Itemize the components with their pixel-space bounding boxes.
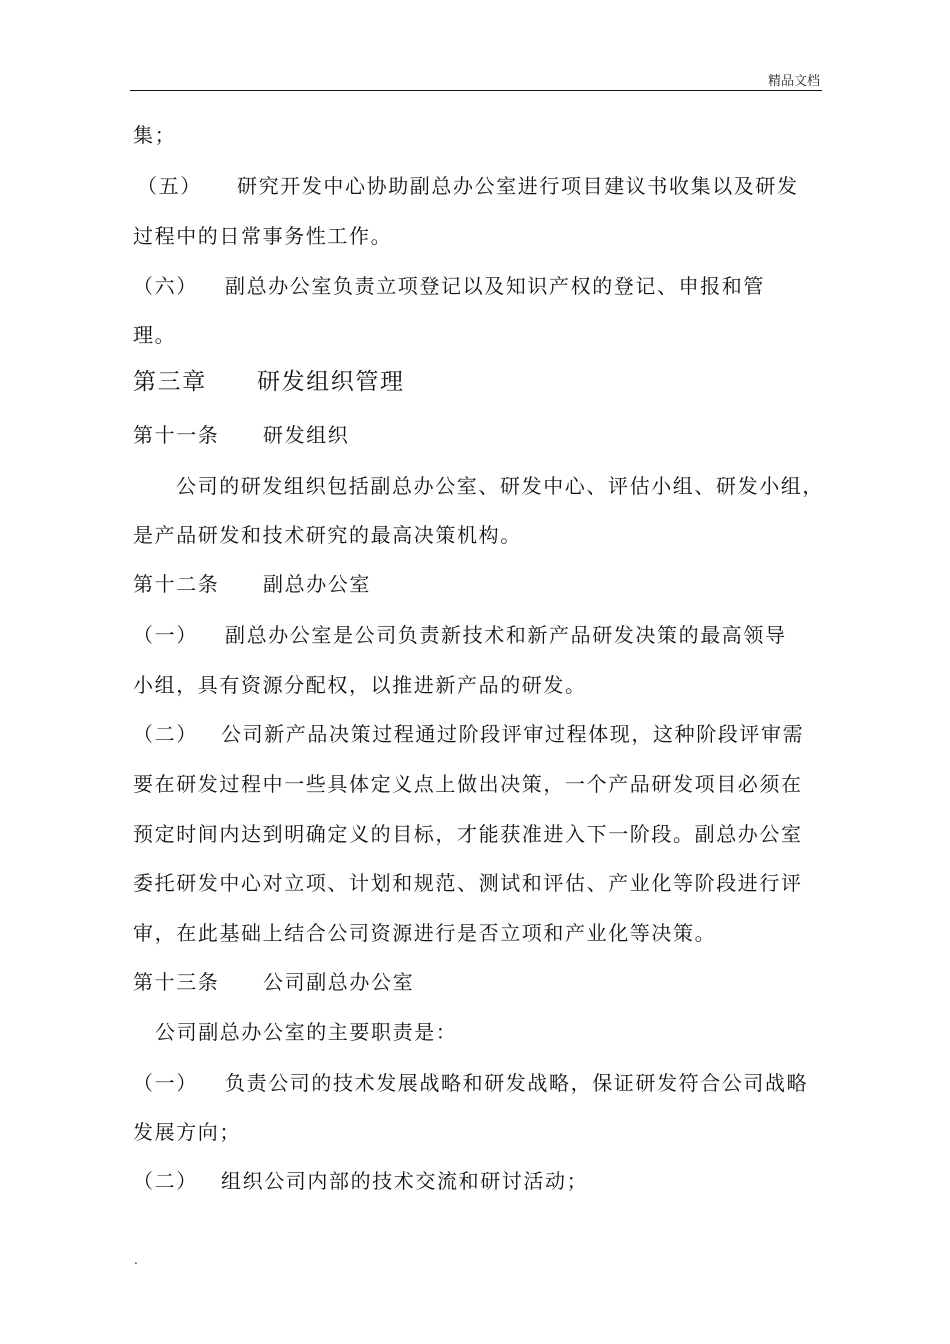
item-number: （一） — [133, 623, 198, 647]
item-text: 研究开发中心协助副总办公室进行项目建议书收集以及研发 — [237, 174, 799, 198]
text-line: 要在研发过程中一些具体定义点上做出决策，一个产品研发项目必须在 — [133, 772, 803, 796]
chapter-title: 研发组织管理 — [257, 369, 405, 395]
item-number: （一） — [133, 1071, 198, 1095]
item-text: 负责公司的技术发展战略和研发战略，保证研发符合公司战略 — [225, 1071, 809, 1095]
list-item-6 — [133, 272, 819, 300]
text-line: 公司的研发组织包括副总办公室、研发中心、评估小组、研发小组， — [176, 474, 824, 498]
text-line: 审，在此基础上结合公司资源进行是否立项和产业化等决策。 — [133, 921, 717, 945]
item-number: （二） — [133, 722, 198, 746]
list-item-2 — [133, 1167, 819, 1195]
chapter-number: 第三章 — [133, 369, 207, 395]
chapter-heading — [133, 368, 819, 396]
item-text: 副总办公室负责立项登记以及知识产权的登记、申报和管 — [225, 274, 765, 298]
item-number: （五） — [137, 174, 202, 198]
article-title: 副总办公室 — [263, 572, 371, 596]
item-text: 副总办公室是公司负责新技术和新产品研发决策的最高领导 — [225, 623, 787, 647]
list-item-1 — [133, 1069, 819, 1097]
article-number: 第十三条 — [133, 970, 220, 994]
page-header-label: 精品文档 — [767, 74, 820, 89]
list-item-5 — [133, 172, 819, 200]
text-line: 集； — [133, 123, 177, 147]
text-line: 过程中的日常事务性工作。 — [133, 224, 393, 248]
article-number: 第十一条 — [133, 423, 220, 447]
article-title: 研发组织 — [263, 423, 350, 447]
list-item-1 — [133, 621, 819, 649]
text-line: 发展方向； — [133, 1120, 241, 1144]
item-text: 组织公司内部的技术交流和研讨活动； — [221, 1169, 589, 1193]
text-line: 小组，具有资源分配权，以推进新产品的研发。 — [133, 673, 587, 697]
article-number: 第十二条 — [133, 572, 220, 596]
item-text: 公司新产品决策过程通过阶段评审过程体现，这种阶段评审需 — [221, 722, 805, 746]
article-heading-12 — [133, 570, 819, 598]
text-line: 委托研发中心对立项、计划和规范、测试和评估、产业化等阶段进行评 — [133, 871, 803, 895]
article-title: 公司副总办公室 — [263, 970, 415, 994]
text-line: 公司副总办公室的主要职责是： — [155, 1020, 458, 1044]
item-number: （六） — [133, 274, 198, 298]
list-item-2 — [133, 720, 819, 748]
header-rule — [130, 90, 822, 91]
article-heading-13 — [133, 968, 819, 996]
text-line: 预定时间内达到明确定义的目标，才能获准进入下一阶段。副总办公室 — [133, 822, 803, 846]
text-line: 是产品研发和技术研究的最高决策机构。 — [133, 523, 522, 547]
text-line: 理。 — [133, 323, 177, 347]
footer-mark: . — [134, 1253, 138, 1267]
item-number: （二） — [133, 1169, 198, 1193]
article-heading-11 — [133, 421, 819, 449]
